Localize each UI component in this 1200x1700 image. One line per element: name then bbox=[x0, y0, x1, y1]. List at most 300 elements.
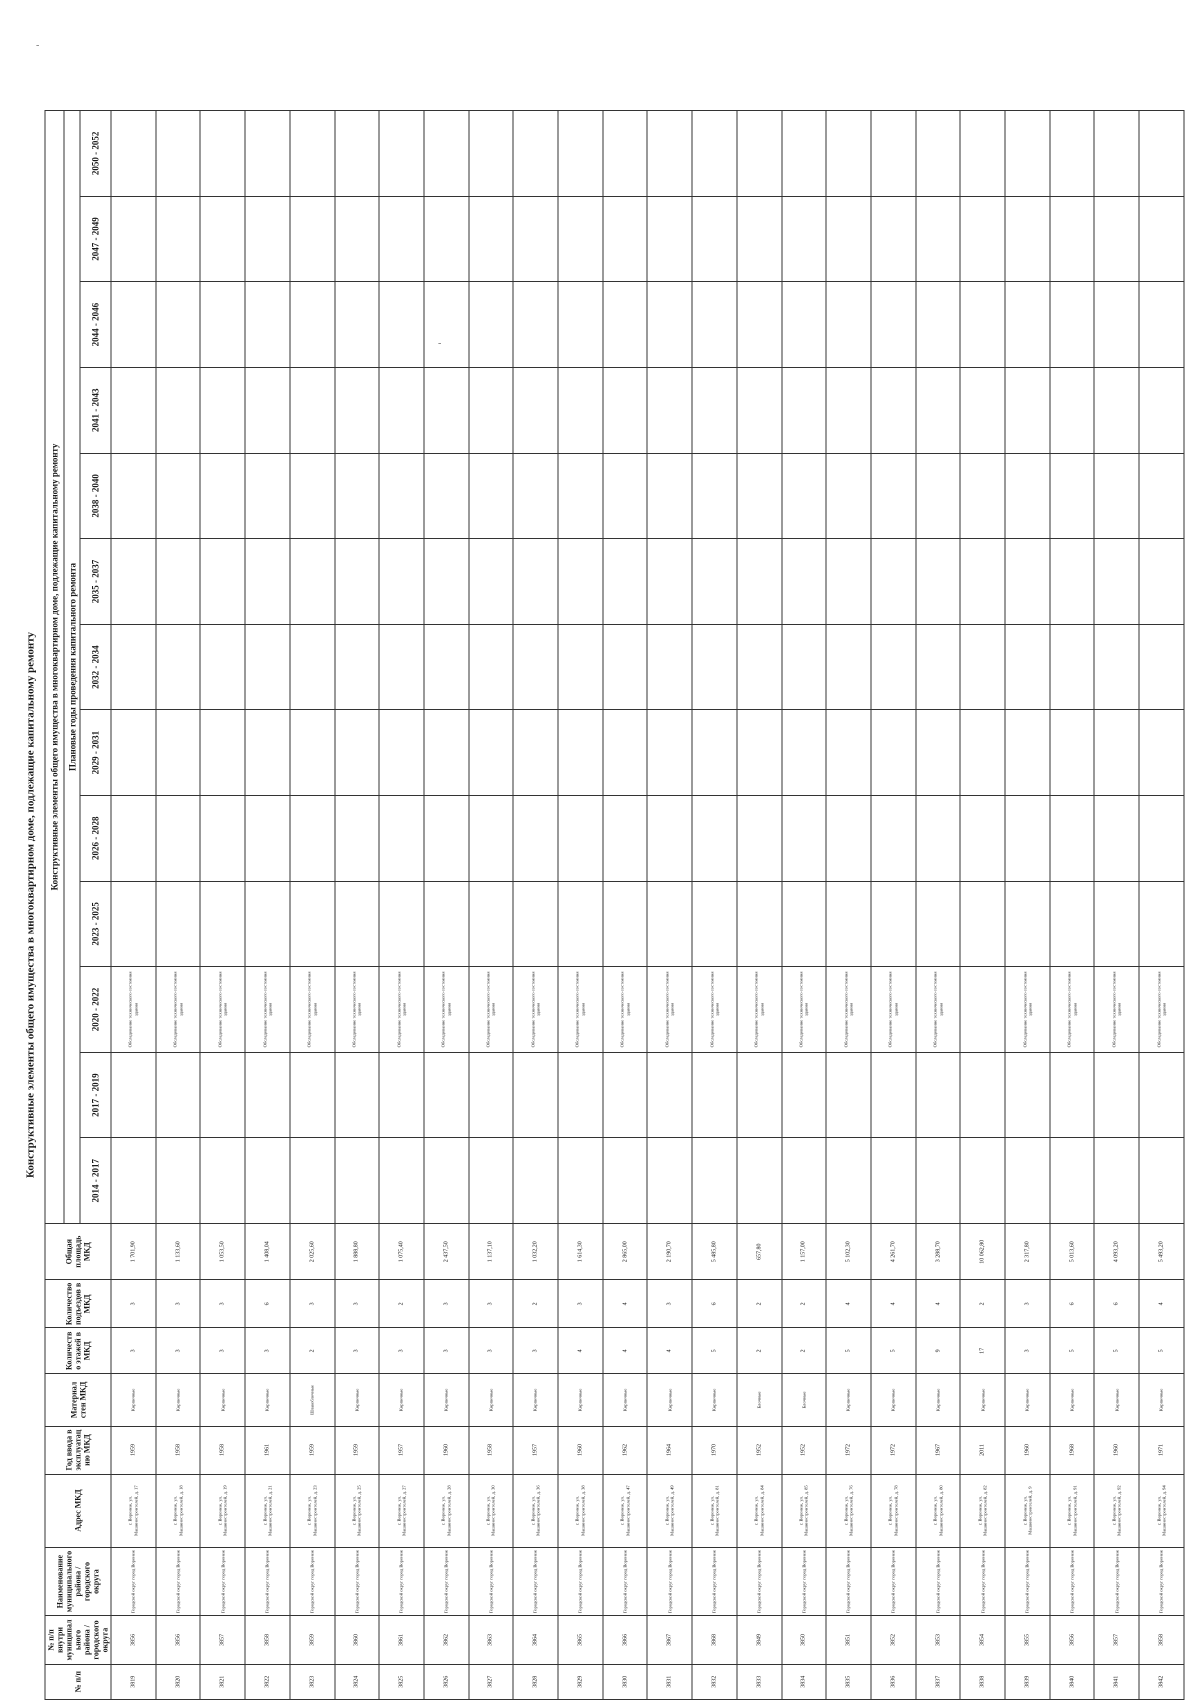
cell-period-work bbox=[826, 881, 871, 967]
cell-mun-name: Городской округ город Воронеж bbox=[379, 1547, 424, 1616]
header-period: 2020 - 2022 bbox=[80, 967, 111, 1053]
cell-period-work: Обследование технического состояния здания bbox=[1139, 967, 1184, 1053]
table-row bbox=[692, 111, 737, 1700]
cell-period-work bbox=[916, 1138, 961, 1224]
cell-num: 3841 bbox=[1094, 1664, 1139, 1699]
table-row bbox=[245, 111, 290, 1700]
cell-floors: 3 bbox=[1005, 1328, 1050, 1374]
cell-period-work bbox=[782, 282, 827, 368]
cell-entrances: 6 bbox=[1050, 1280, 1095, 1328]
cell-address: г. Воронеж, ул. Машиностроителей, д. 84 bbox=[737, 1474, 782, 1547]
cell-period-work: Обследование технического состояния здания bbox=[335, 967, 380, 1053]
cell-address: г. Воронеж, ул. Машиностроителей, д. 49 bbox=[647, 1474, 692, 1547]
cell-entrances: 3 bbox=[558, 1280, 603, 1328]
cell-floors: 3 bbox=[111, 1328, 156, 1374]
cell-period-work bbox=[737, 367, 782, 453]
cell-num: 3829 bbox=[558, 1664, 603, 1699]
cell-mun-name: Городской округ город Воронеж bbox=[782, 1547, 827, 1616]
cell-period-work bbox=[335, 282, 380, 368]
cell-address: г. Воронеж, ул. Машиностроителей, д. 92 bbox=[1094, 1474, 1139, 1547]
cell-material: Кирпичные bbox=[111, 1374, 156, 1426]
cell-period-work bbox=[111, 111, 156, 197]
cell-period-work bbox=[111, 196, 156, 282]
cell-period-work bbox=[558, 1138, 603, 1224]
cell-period-work bbox=[424, 795, 469, 881]
cell-period-work bbox=[1050, 453, 1095, 539]
cell-period-work bbox=[960, 367, 1005, 453]
cell-year: 2011 bbox=[960, 1426, 1005, 1474]
cell-material: Кирпичные bbox=[335, 1374, 380, 1426]
cell-material: Кирпичные bbox=[1094, 1374, 1139, 1426]
cell-material: Кирпичные bbox=[1050, 1374, 1095, 1426]
table-row bbox=[826, 111, 871, 1700]
cell-mun-name: Городской округ город Воронеж bbox=[603, 1547, 648, 1616]
cell-floors: 4 bbox=[647, 1328, 692, 1374]
header-period: 2047 - 2049 bbox=[80, 196, 111, 282]
cell-period-work bbox=[692, 795, 737, 881]
cell-material: Кирпичные bbox=[960, 1374, 1005, 1426]
cell-period-work bbox=[290, 795, 335, 881]
cell-floors: 5 bbox=[1094, 1328, 1139, 1374]
cell-mun-name: Городской округ город Воронеж bbox=[692, 1547, 737, 1616]
cell-period-work bbox=[1139, 1138, 1184, 1224]
cell-floors: 5 bbox=[871, 1328, 916, 1374]
cell-period-work bbox=[647, 1052, 692, 1138]
cell-period-work bbox=[200, 1052, 245, 1138]
cell-period-work bbox=[737, 710, 782, 796]
table-row bbox=[1050, 111, 1095, 1700]
cell-entrances: 2 bbox=[737, 1280, 782, 1328]
cell-period-work bbox=[826, 1138, 871, 1224]
cell-period-work: Обследование технического состояния здания bbox=[647, 967, 692, 1053]
cell-period-work bbox=[647, 881, 692, 967]
cell-num-mun: 3859 bbox=[290, 1616, 335, 1664]
cell-entrances: 3 bbox=[156, 1280, 201, 1328]
cell-period-work: Обследование технического состояния здания bbox=[826, 967, 871, 1053]
cell-period-work bbox=[782, 111, 827, 197]
cell-period-work bbox=[1050, 1052, 1095, 1138]
cell-period-work bbox=[826, 624, 871, 710]
cell-num: 3839 bbox=[1005, 1664, 1050, 1699]
cell-period-work bbox=[513, 624, 558, 710]
cell-area: 1 157,00 bbox=[782, 1224, 827, 1280]
cell-period-work bbox=[1139, 795, 1184, 881]
cell-period-work bbox=[1094, 282, 1139, 368]
cell-period-work bbox=[424, 111, 469, 197]
cell-period-work bbox=[737, 1138, 782, 1224]
cell-floors: 5 bbox=[826, 1328, 871, 1374]
cell-period-work bbox=[1050, 1138, 1095, 1224]
cell-period-work bbox=[737, 539, 782, 625]
cell-period-work: Обследование технического состояния здания bbox=[692, 967, 737, 1053]
cell-period-work bbox=[513, 282, 558, 368]
cell-period-work bbox=[1139, 539, 1184, 625]
cell-period-work bbox=[558, 624, 603, 710]
cell-period-work bbox=[111, 624, 156, 710]
cell-period-work bbox=[200, 624, 245, 710]
cell-period-work bbox=[603, 539, 648, 625]
cell-period-work bbox=[1094, 539, 1139, 625]
cell-year: 1957 bbox=[379, 1426, 424, 1474]
cell-num: 3837 bbox=[916, 1664, 961, 1699]
cell-period-work bbox=[603, 196, 648, 282]
cell-material: Кирпичные bbox=[469, 1374, 514, 1426]
cell-year: 1972 bbox=[871, 1426, 916, 1474]
cell-period-work bbox=[200, 881, 245, 967]
cell-period-work bbox=[335, 1138, 380, 1224]
cell-address: г. Воронеж, ул. Машиностроителей, д. 85 bbox=[782, 1474, 827, 1547]
cell-period-work bbox=[871, 624, 916, 710]
cell-period-work bbox=[290, 111, 335, 197]
cell-period-work bbox=[737, 111, 782, 197]
header-period: 2017 - 2019 bbox=[80, 1052, 111, 1138]
cell-area: 4 093,20 bbox=[1094, 1224, 1139, 1280]
cell-period-work bbox=[335, 453, 380, 539]
cell-period-work bbox=[960, 453, 1005, 539]
cell-period-work bbox=[379, 453, 424, 539]
cell-period-work bbox=[960, 539, 1005, 625]
cell-area: 5 013,60 bbox=[1050, 1224, 1095, 1280]
cell-area: 10 062,80 bbox=[960, 1224, 1005, 1280]
cell-period-work bbox=[558, 282, 603, 368]
cell-num-mun: 3855 bbox=[1005, 1616, 1050, 1664]
cell-num-mun: 3860 bbox=[335, 1616, 380, 1664]
cell-material: Блочные bbox=[782, 1374, 827, 1426]
cell-period-work: Обследование технического состояния здания bbox=[424, 967, 469, 1053]
cell-period-work bbox=[826, 111, 871, 197]
cell-period-work bbox=[1094, 1052, 1139, 1138]
table-row bbox=[1139, 111, 1184, 1700]
cell-num-mun: 3868 bbox=[692, 1616, 737, 1664]
cell-period-work bbox=[782, 1138, 827, 1224]
cell-period-work bbox=[960, 624, 1005, 710]
cell-period-work bbox=[424, 1052, 469, 1138]
cell-period-work bbox=[558, 196, 603, 282]
cell-address: г. Воронеж, ул. Машиностроителей, д. 80 bbox=[916, 1474, 961, 1547]
cell-period-work bbox=[1139, 1052, 1184, 1138]
cell-material: Кирпичные bbox=[200, 1374, 245, 1426]
cell-address: г. Воронеж, ул. Машиностроителей, д. 76 bbox=[826, 1474, 871, 1547]
cell-period-work bbox=[603, 111, 648, 197]
cell-address: г. Воронеж, ул. Машиностроителей, д. 38 bbox=[558, 1474, 603, 1547]
cell-period-work bbox=[200, 111, 245, 197]
cell-period-work bbox=[156, 367, 201, 453]
cell-period-work bbox=[379, 795, 424, 881]
cell-floors: 3 bbox=[424, 1328, 469, 1374]
cell-period-work bbox=[603, 881, 648, 967]
cell-entrances: 3 bbox=[335, 1280, 380, 1328]
cell-period-work bbox=[692, 881, 737, 967]
cell-period-work bbox=[1094, 795, 1139, 881]
header-address: Адрес МКД bbox=[45, 1474, 111, 1547]
cell-period-work bbox=[111, 453, 156, 539]
cell-period-work bbox=[379, 539, 424, 625]
cell-period-work bbox=[647, 196, 692, 282]
cell-period-work bbox=[692, 624, 737, 710]
cell-period-work bbox=[424, 282, 469, 368]
cell-period-work bbox=[245, 367, 290, 453]
cell-period-work bbox=[111, 1138, 156, 1224]
cell-period-work bbox=[871, 282, 916, 368]
cell-mun-name: Городской округ город Воронеж bbox=[469, 1547, 514, 1616]
cell-period-work: Обследование технического состояния здания bbox=[111, 967, 156, 1053]
cell-period-work bbox=[826, 453, 871, 539]
cell-period-work bbox=[424, 624, 469, 710]
cell-floors: 3 bbox=[156, 1328, 201, 1374]
capital-repair-table bbox=[45, 110, 1185, 1700]
cell-entrances: 6 bbox=[692, 1280, 737, 1328]
cell-num: 3827 bbox=[469, 1664, 514, 1699]
cell-floors: 3 bbox=[245, 1328, 290, 1374]
cell-period-work bbox=[379, 196, 424, 282]
cell-entrances: 4 bbox=[916, 1280, 961, 1328]
cell-period-work bbox=[871, 539, 916, 625]
cell-area: 657,80 bbox=[737, 1224, 782, 1280]
cell-mun-name: Городской округ город Воронеж bbox=[424, 1547, 469, 1616]
cell-period-work bbox=[335, 1052, 380, 1138]
cell-mun-name: Городской округ город Воронеж bbox=[1005, 1547, 1050, 1616]
cell-period-work bbox=[1005, 539, 1050, 625]
cell-period-work bbox=[1139, 367, 1184, 453]
cell-period-work bbox=[647, 1138, 692, 1224]
cell-period-work bbox=[1005, 282, 1050, 368]
cell-mun-name: Городской округ город Воронеж bbox=[558, 1547, 603, 1616]
cell-address: г. Воронеж, ул. Машиностроителей, д. 25 bbox=[335, 1474, 380, 1547]
cell-entrances: 2 bbox=[782, 1280, 827, 1328]
cell-num-mun: 3857 bbox=[200, 1616, 245, 1664]
cell-num: 3824 bbox=[335, 1664, 380, 1699]
cell-period-work bbox=[871, 367, 916, 453]
table-row bbox=[1094, 111, 1139, 1700]
cell-num-mun: 3861 bbox=[379, 1616, 424, 1664]
cell-period-work bbox=[245, 196, 290, 282]
cell-entrances: 6 bbox=[245, 1280, 290, 1328]
cell-period-work bbox=[647, 795, 692, 881]
table-row bbox=[424, 111, 469, 1700]
cell-period-work bbox=[513, 881, 558, 967]
cell-area: 5 493,20 bbox=[1139, 1224, 1184, 1280]
cell-period-work bbox=[1050, 539, 1095, 625]
cell-num: 3830 bbox=[603, 1664, 648, 1699]
cell-period-work bbox=[871, 710, 916, 796]
cell-entrances: 4 bbox=[826, 1280, 871, 1328]
cell-period-work bbox=[692, 1138, 737, 1224]
cell-period-work: Обследование технического состояния здания bbox=[156, 967, 201, 1053]
cell-area: 1 133,60 bbox=[156, 1224, 201, 1280]
cell-floors: 2 bbox=[737, 1328, 782, 1374]
cell-period-work bbox=[1005, 1138, 1050, 1224]
cell-material: Кирпичные bbox=[558, 1374, 603, 1426]
cell-period-work bbox=[245, 1138, 290, 1224]
header-plan-group: Плановые годы проведения капитального ремонта bbox=[64, 111, 81, 1224]
table-row bbox=[558, 111, 603, 1700]
cell-floors: 17 bbox=[960, 1328, 1005, 1374]
cell-period-work bbox=[424, 539, 469, 625]
cell-period-work bbox=[826, 795, 871, 881]
cell-period-work bbox=[558, 1052, 603, 1138]
cell-period-work bbox=[960, 111, 1005, 197]
cell-period-work bbox=[782, 539, 827, 625]
cell-material: Кирпичные bbox=[379, 1374, 424, 1426]
cell-num: 3833 bbox=[737, 1664, 782, 1699]
cell-period-work bbox=[558, 453, 603, 539]
cell-period-work bbox=[513, 111, 558, 197]
table-row bbox=[156, 111, 201, 1700]
cell-floors: 5 bbox=[692, 1328, 737, 1374]
table-row bbox=[379, 111, 424, 1700]
cell-period-work bbox=[156, 539, 201, 625]
header-area: Общая площадь МКД bbox=[45, 1224, 111, 1280]
cell-area: 1 701,90 bbox=[111, 1224, 156, 1280]
cell-period-work bbox=[469, 367, 514, 453]
cell-num: 3821 bbox=[200, 1664, 245, 1699]
cell-period-work bbox=[916, 453, 961, 539]
cell-period-work bbox=[737, 196, 782, 282]
cell-entrances: 3 bbox=[200, 1280, 245, 1328]
cell-floors: 2 bbox=[290, 1328, 335, 1374]
cell-period-work bbox=[469, 624, 514, 710]
cell-period-work bbox=[379, 282, 424, 368]
cell-period-work bbox=[1005, 196, 1050, 282]
cell-num-mun: 3863 bbox=[469, 1616, 514, 1664]
cell-period-work bbox=[916, 196, 961, 282]
cell-period-work bbox=[335, 881, 380, 967]
table-row bbox=[111, 111, 156, 1700]
cell-period-work: Обследование технического состояния здания bbox=[513, 967, 558, 1053]
cell-period-work bbox=[871, 196, 916, 282]
header-period: 2050 - 2052 bbox=[80, 111, 111, 197]
cell-num-mun: 3850 bbox=[782, 1616, 827, 1664]
cell-period-work bbox=[156, 881, 201, 967]
cell-floors: 5 bbox=[1139, 1328, 1184, 1374]
cell-mun-name: Городской округ город Воронеж bbox=[156, 1547, 201, 1616]
cell-address: г. Воронеж, ул. Машиностроителей, д. 21 bbox=[245, 1474, 290, 1547]
table-row bbox=[335, 111, 380, 1700]
cell-period-work: Обследование технического состояния здания bbox=[916, 967, 961, 1053]
cell-period-work bbox=[692, 111, 737, 197]
cell-period-work bbox=[916, 1052, 961, 1138]
cell-year: 1960 bbox=[1005, 1426, 1050, 1474]
cell-period-work bbox=[603, 453, 648, 539]
cell-period-work bbox=[692, 367, 737, 453]
cell-period-work bbox=[1094, 367, 1139, 453]
cell-period-work bbox=[111, 282, 156, 368]
cell-period-work bbox=[156, 624, 201, 710]
cell-area: 1 075,40 bbox=[379, 1224, 424, 1280]
cell-mun-name: Городской округ город Воронеж bbox=[111, 1547, 156, 1616]
cell-mun-name: Городской округ город Воронеж bbox=[513, 1547, 558, 1616]
cell-address: г. Воронеж, ул. Машиностроителей, д. 17 bbox=[111, 1474, 156, 1547]
cell-num: 3823 bbox=[290, 1664, 335, 1699]
cell-floors: 2 bbox=[782, 1328, 827, 1374]
cell-period-work bbox=[156, 795, 201, 881]
cell-year: 1958 bbox=[156, 1426, 201, 1474]
cell-period-work: Обследование технического состояния здания bbox=[290, 967, 335, 1053]
cell-mun-name: Городской округ город Воронеж bbox=[647, 1547, 692, 1616]
cell-num-mun: 3856 bbox=[156, 1616, 201, 1664]
table-row bbox=[960, 111, 1005, 1700]
cell-address: г. Воронеж, ул. Машиностроителей, д. 30 bbox=[469, 1474, 514, 1547]
header-period: 2014 - 2017 bbox=[80, 1138, 111, 1224]
cell-floors: 3 bbox=[469, 1328, 514, 1374]
cell-period-work bbox=[335, 196, 380, 282]
cell-num: 3822 bbox=[245, 1664, 290, 1699]
cell-entrances: 3 bbox=[1005, 1280, 1050, 1328]
scan-speck: - bbox=[438, 338, 442, 349]
cell-period-work bbox=[737, 624, 782, 710]
cell-period-work bbox=[200, 539, 245, 625]
cell-year: 1958 bbox=[469, 1426, 514, 1474]
cell-material: Кирпичные bbox=[424, 1374, 469, 1426]
document-title: Конструктивные элементы общего имущества в многоквартирном доме, подлежащие капитальному ремонту bbox=[24, 632, 37, 1179]
cell-period-work bbox=[245, 111, 290, 197]
cell-period-work bbox=[871, 1052, 916, 1138]
cell-period-work: Обследование технического состояния здания bbox=[1094, 967, 1139, 1053]
cell-period-work bbox=[156, 453, 201, 539]
cell-period-work: Обследование технического состояния здания bbox=[871, 967, 916, 1053]
cell-mun-name: Городской округ город Воронеж bbox=[1139, 1547, 1184, 1616]
cell-period-work bbox=[156, 196, 201, 282]
cell-period-work bbox=[200, 795, 245, 881]
cell-address: г. Воронеж, ул. Машиностроителей, д. 23 bbox=[290, 1474, 335, 1547]
cell-material: Кирпичные bbox=[916, 1374, 961, 1426]
cell-period-work bbox=[1094, 881, 1139, 967]
cell-period-work bbox=[603, 624, 648, 710]
cell-period-work bbox=[245, 1052, 290, 1138]
cell-material: Кирпичные bbox=[245, 1374, 290, 1426]
cell-num-mun: 3849 bbox=[737, 1616, 782, 1664]
cell-area: 3 288,70 bbox=[916, 1224, 961, 1280]
cell-period-work bbox=[1094, 196, 1139, 282]
cell-period-work bbox=[111, 1052, 156, 1138]
cell-period-work bbox=[469, 539, 514, 625]
cell-entrances: 3 bbox=[111, 1280, 156, 1328]
cell-period-work bbox=[200, 367, 245, 453]
cell-material: Кирпичные bbox=[1005, 1374, 1050, 1426]
cell-mun-name: Городской округ город Воронеж bbox=[245, 1547, 290, 1616]
cell-floors: 5 bbox=[1050, 1328, 1095, 1374]
header-period: 2026 - 2028 bbox=[80, 795, 111, 881]
cell-year: 1959 bbox=[290, 1426, 335, 1474]
cell-period-work bbox=[335, 111, 380, 197]
cell-period-work bbox=[558, 539, 603, 625]
cell-period-work bbox=[379, 710, 424, 796]
cell-floors: 3 bbox=[513, 1328, 558, 1374]
cell-period-work: Обследование технического состояния здания bbox=[1050, 967, 1095, 1053]
cell-period-work bbox=[647, 111, 692, 197]
cell-mun-name: Городской округ город Воронеж bbox=[1050, 1547, 1095, 1616]
cell-num: 3840 bbox=[1050, 1664, 1095, 1699]
cell-num-mun: 3862 bbox=[424, 1616, 469, 1664]
cell-period-work bbox=[111, 795, 156, 881]
cell-period-work bbox=[513, 196, 558, 282]
cell-period-work bbox=[513, 1052, 558, 1138]
cell-num-mun: 3854 bbox=[960, 1616, 1005, 1664]
cell-year: 1967 bbox=[916, 1426, 961, 1474]
cell-period-work bbox=[290, 624, 335, 710]
cell-period-work bbox=[1050, 196, 1095, 282]
cell-period-work bbox=[111, 367, 156, 453]
cell-mun-name: Городской округ город Воронеж bbox=[871, 1547, 916, 1616]
cell-period-work bbox=[335, 539, 380, 625]
cell-num-mun: 3853 bbox=[916, 1616, 961, 1664]
cell-period-work bbox=[513, 1138, 558, 1224]
cell-period-work bbox=[1094, 1138, 1139, 1224]
cell-num: 3835 bbox=[826, 1664, 871, 1699]
cell-period-work bbox=[1139, 111, 1184, 197]
cell-address: г. Воронеж, ул. Машиностроителей, д. 47 bbox=[603, 1474, 648, 1547]
cell-period-work bbox=[916, 539, 961, 625]
